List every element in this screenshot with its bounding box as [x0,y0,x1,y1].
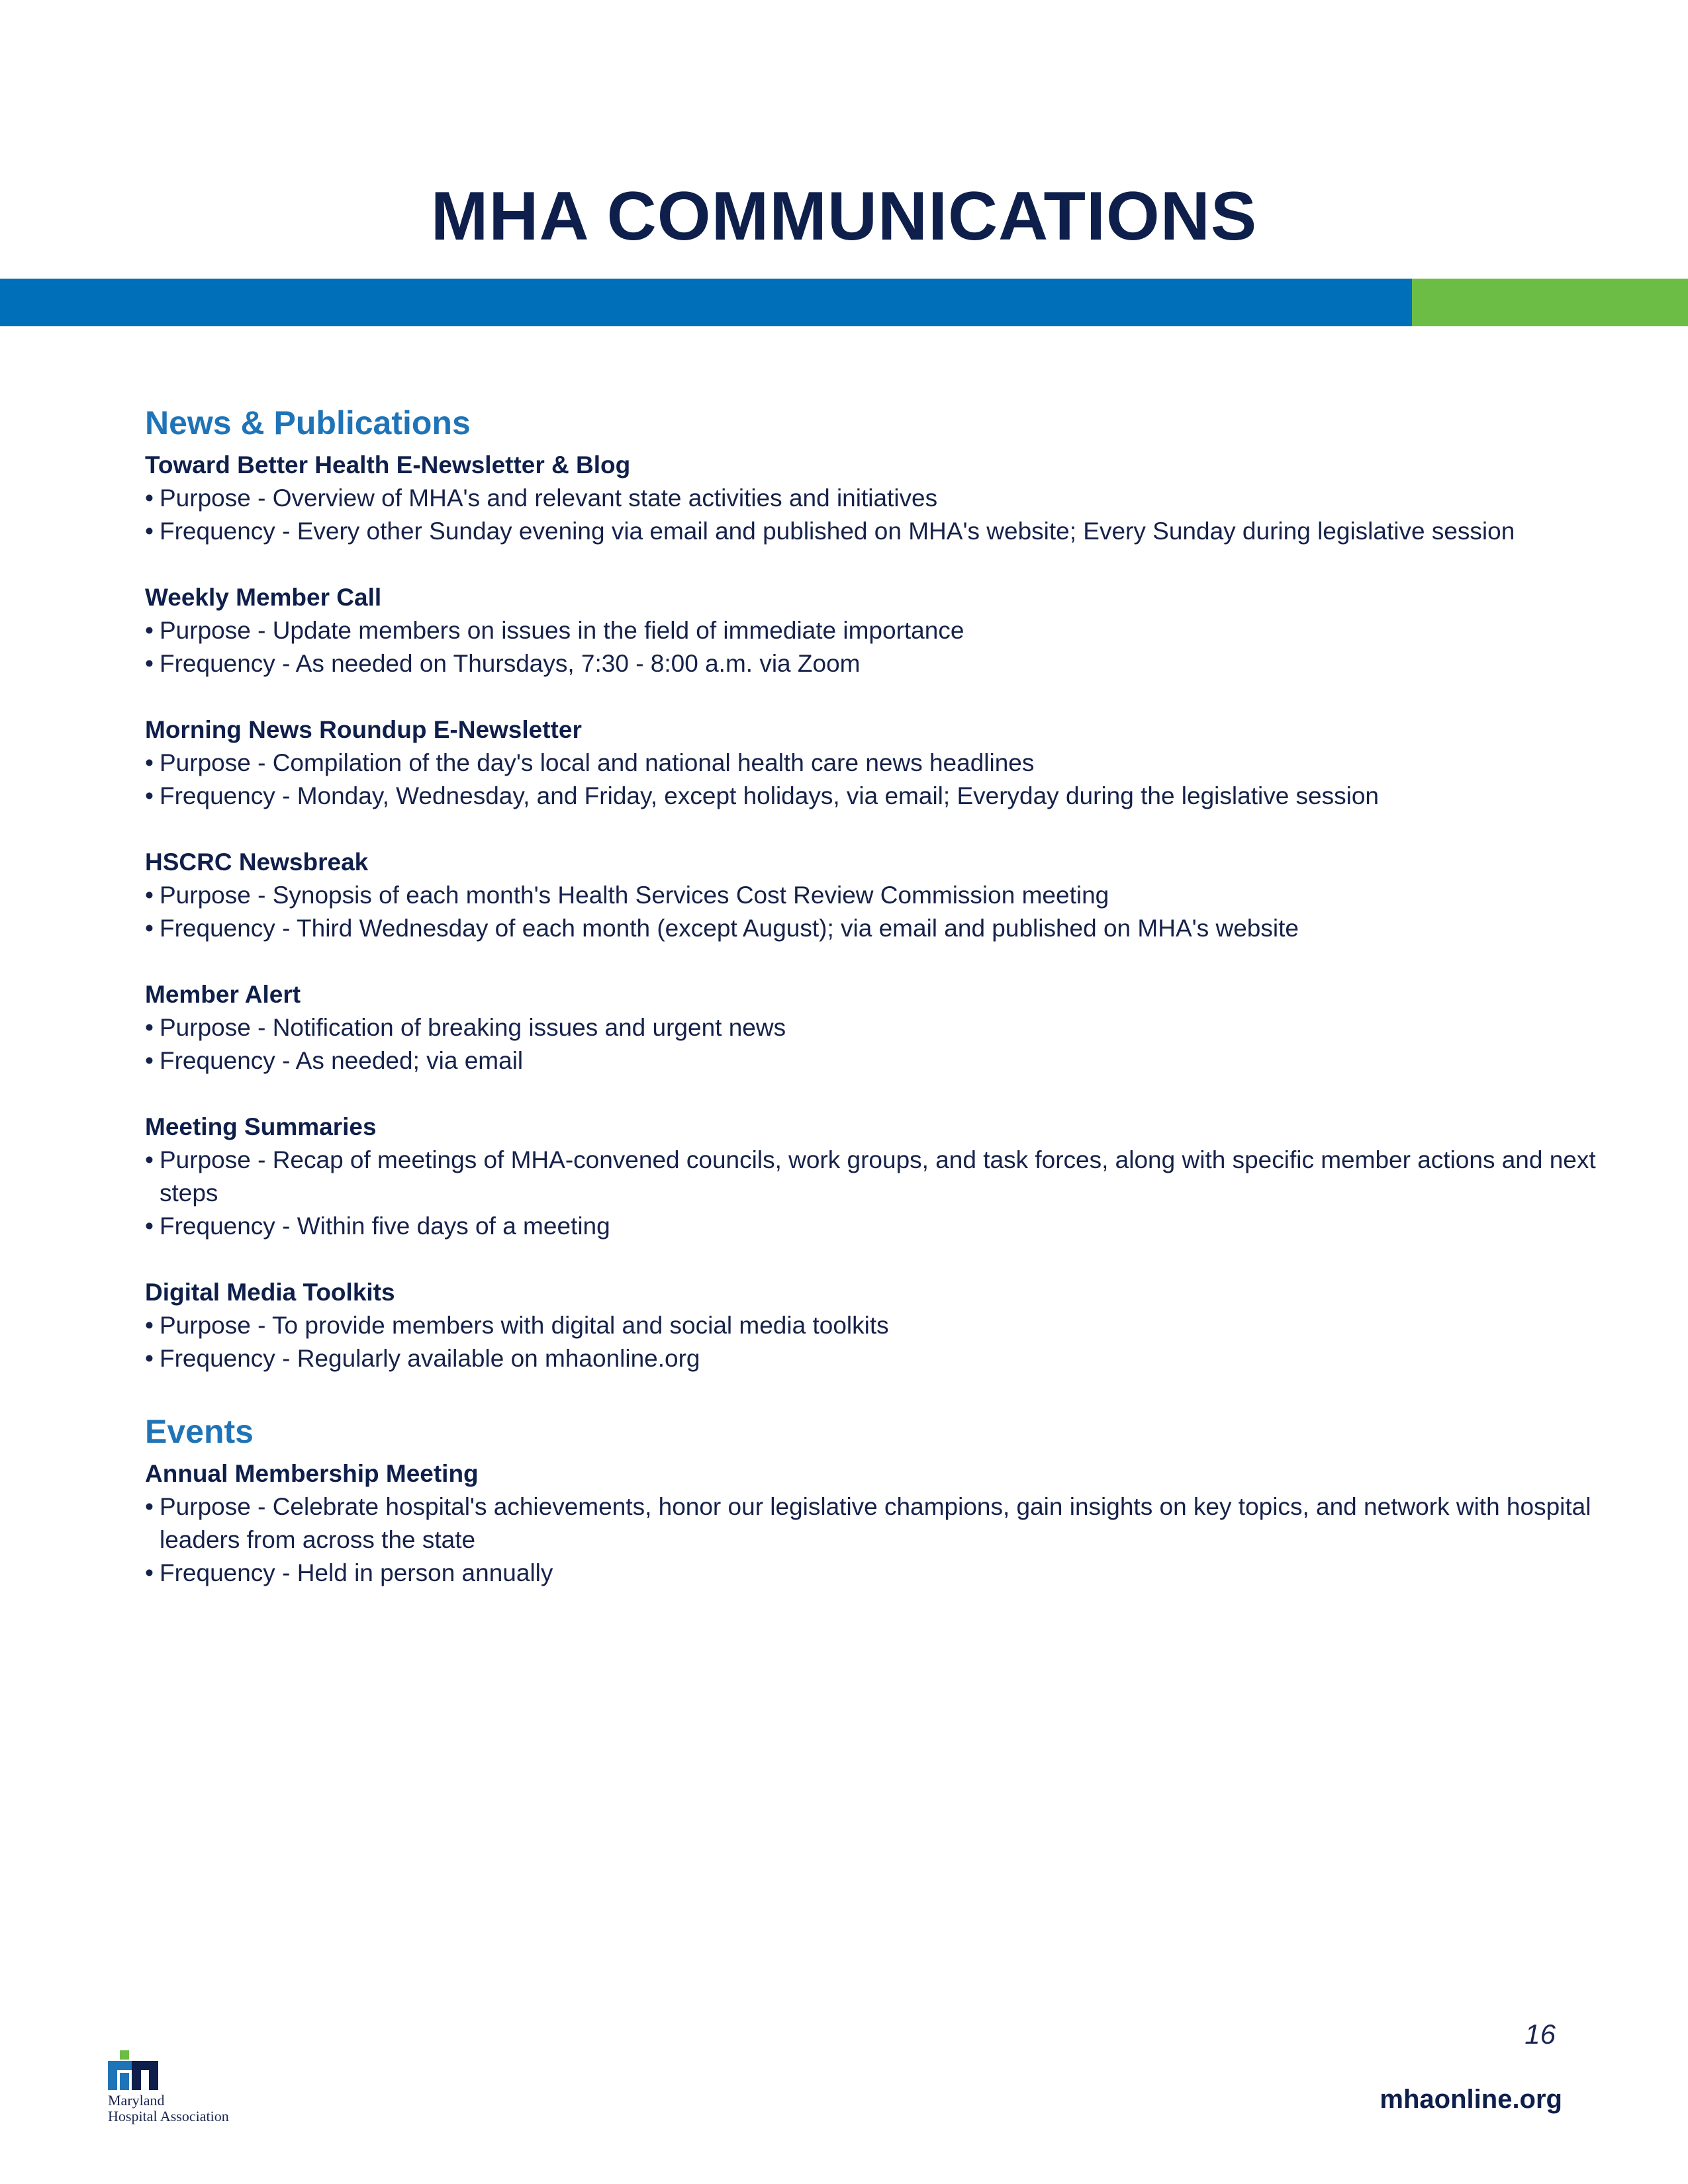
item-digital-media-toolkits [145,1276,1628,1375]
logo-text-line1: Maryland [108,2092,165,2109]
bullet-purpose: • Purpose - Overview of MHA's and relevant state activities and initiatives [145,482,1628,515]
bullet-list [145,1011,1628,1077]
bullet-frequency: • Frequency - Held in person annually [145,1557,1628,1590]
item-title: Annual Membership Meeting [145,1460,479,1487]
header-band-blue [0,279,1412,326]
header-band-green [1412,279,1688,326]
item-title: HSCRC Newsbreak [145,848,369,876]
item-morning-news-roundup [145,713,1628,813]
section-news-publications [145,397,1628,1375]
bullet-purpose: • Purpose - Compilation of the day's local and national health care news headlines [145,747,1628,780]
item-member-alert [145,978,1628,1077]
bullet-list [145,1490,1628,1590]
bullet-frequency: • Frequency - Monday, Wednesday, and Friday, except holidays, via email; Everyday during the legislative session [145,780,1628,813]
main-content [145,397,1628,1590]
bullet-purpose: • Purpose - Celebrate hospital's achievements, honor our legislative champions, gain insights on key topics, and network with hospital leaders from across the state [145,1490,1628,1557]
item-title: Member Alert [145,981,301,1008]
section-heading: News & Publications [145,404,471,441]
bullet-frequency: • Frequency - Within five days of a meeting [145,1210,1628,1243]
bullet-frequency: • Frequency - As needed; via email [145,1044,1628,1077]
bullet-purpose: • Purpose - Recap of meetings of MHA-convened councils, work groups, and task forces, along with specific member actions and next steps [145,1144,1628,1210]
section-heading: Events [145,1413,254,1450]
item-toward-better-health [145,449,1628,548]
page-title: MHA COMMUNICATIONS [430,178,1258,255]
bullet-frequency: • Frequency - Third Wednesday of each month (except August); via email and published on MHA's website [145,912,1628,945]
bullet-list [145,1309,1628,1375]
logo-text-line2: Hospital Association [108,2108,229,2124]
bullet-frequency: • Frequency - Every other Sunday evening via email and published on MHA's website; Every Sunday during legislative session [145,515,1628,548]
item-title: Weekly Member Call [145,584,382,611]
bullet-list [145,879,1628,945]
bullet-list [145,482,1628,548]
bullet-purpose: • Purpose - Notification of breaking issues and urgent news [145,1011,1628,1044]
section-events [145,1406,1628,1590]
bullet-purpose: • Purpose - Update members on issues in the field of immediate importance [145,614,1628,647]
mha-logo [108,2050,229,2124]
bullet-list [145,614,1628,680]
item-annual-membership-meeting [145,1457,1628,1590]
bullet-frequency: • Frequency - As needed on Thursdays, 7:30 - 8:00 a.m. via Zoom [145,647,1628,680]
item-title: Meeting Summaries [145,1113,377,1140]
item-title: Morning News Roundup E-Newsletter [145,716,582,743]
bullet-list [145,1144,1628,1243]
bullet-purpose: • Purpose - To provide members with digital and social media toolkits [145,1309,1628,1342]
bullet-purpose: • Purpose - Synopsis of each month's Health Services Cost Review Commission meeting [145,879,1628,912]
website-link[interactable]: mhaonline.org [1380,2085,1562,2114]
item-title: Toward Better Health E-Newsletter & Blog [145,451,631,478]
item-title: Digital Media Toolkits [145,1279,395,1306]
bullet-list [145,747,1628,813]
item-weekly-member-call [145,581,1628,680]
item-meeting-summaries [145,1111,1628,1243]
mha-logo-icon [108,2050,161,2090]
bullet-frequency: • Frequency - Regularly available on mhaonline.org [145,1342,1628,1375]
page-number: 16 [1524,2019,1556,2050]
item-hscrc-newsbreak [145,846,1628,945]
